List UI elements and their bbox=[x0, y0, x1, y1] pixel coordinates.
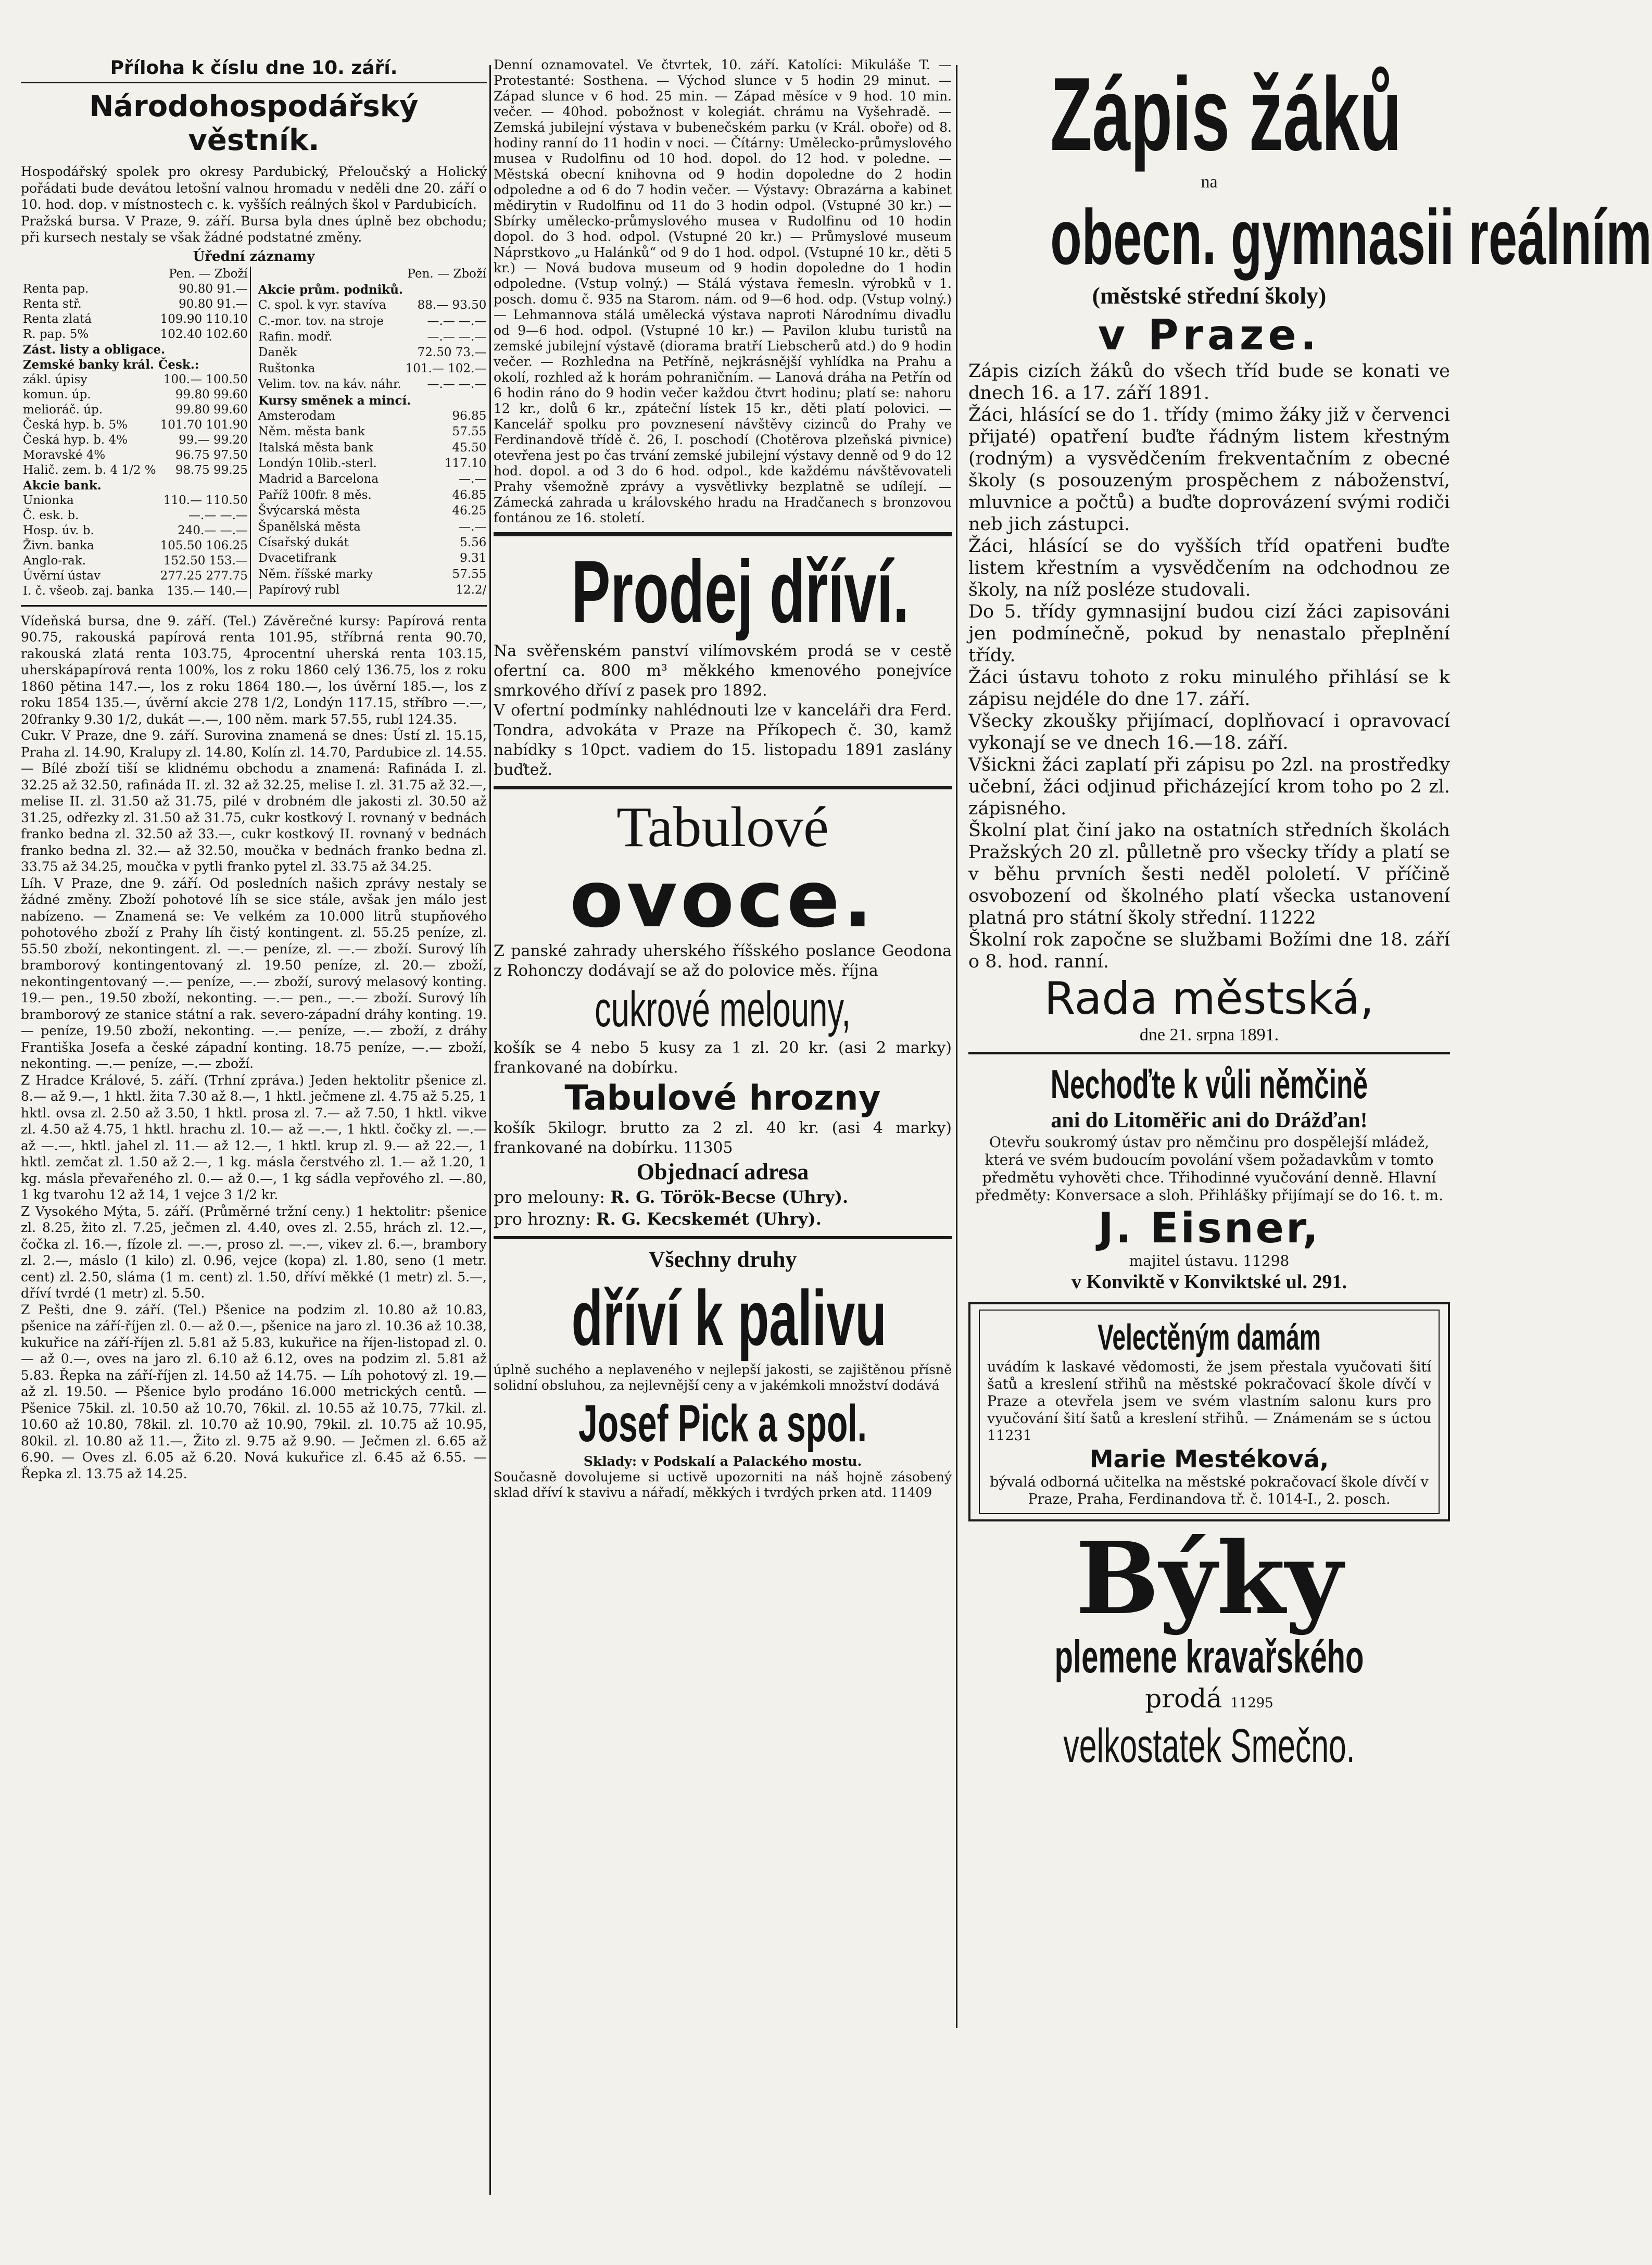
table-cell-label: R. pap. 5% bbox=[23, 327, 89, 341]
school-p8-text: Školní plat činí jako na ostatních středních školách Pražských 20 zl. půlletně pro všecky třídy a platí se v běhu prvních šesti neděl pololetí. V příčině osvobození od školného platí všecka ustanovení platná pro státní školy střední. bbox=[968, 820, 1450, 928]
divider bbox=[494, 786, 952, 789]
hradec-market: Z Hradce Králové, 5. září. (Trhní zpráva.) Jeden hektolitr pšenice zl. 8.— až 9.—, 1 hktl. žita 7.30 až 8.—, 1 hktl. ječmene zl. 4.75 až 5.25, 1 hktl. ovsa zl. 2.50 až 3.50, 1 hktl. prosa zl. 7.— až 7.50, 1 hktl. vikve zl. 4.50 až 4.75, 1 hktl. hrachu zl. 10.— až —.—, 1 hktl. čočky zl. —.— až —.—, hktl. jahel zl. 11.— až 12.—, 1 hktl. krup zl. 9.— až 22.—, 1 hktl. zemčat zl. 1.50 až 2.—, 1 kg. másla čerstvého zl. 1.— až 1.20, 1 kg. másla převařeného zl. 0.— až 0.—, 1 kg sádla vepřového zl. —.80, 1 kg tvarohu 12 až 14, 1 vejce 3 1/2 kr. bbox=[21, 1072, 487, 1202]
ad-bulls-seller: velkostatek Smečno. bbox=[1063, 1719, 1355, 1772]
quotes-table-right bbox=[256, 267, 488, 599]
table-cell-value: 110.— 110.50 bbox=[163, 493, 248, 507]
table-row bbox=[256, 267, 488, 282]
table-cell-label: Unionka bbox=[23, 493, 74, 507]
column-rule-1 bbox=[489, 65, 491, 2195]
ad-number: 11231 bbox=[987, 1428, 1032, 1444]
table-cell-value: 46.85 bbox=[452, 488, 487, 502]
ad-fruit-grapes: Tabulové hrozny bbox=[564, 1078, 881, 1118]
school-p7: Všickni žáci zaplatí při zápisu po 2zl. na prostředky učební, žáci odjinud přicházející krom toho po 2 zl. zápisného. bbox=[968, 754, 1450, 819]
table-row bbox=[21, 569, 250, 584]
table-row bbox=[256, 488, 488, 504]
ad-wood-sale-terms: V ofertní podmínky nahlédnouti lze v kanceláři dra Ferd. Tondra, advokáta v Praze na Příkopech č. 30, kamž nabídky s 10pct. vadiem do 15. listopadu 1891 zaslány buďtež. bbox=[494, 701, 952, 779]
column-school bbox=[968, 56, 1652, 2062]
table-cell-label: Madrid a Barcelona bbox=[258, 472, 379, 486]
table-cell-value: 109.90 110.10 bbox=[160, 312, 248, 326]
table-cell-label: Akcie bank. bbox=[23, 478, 102, 493]
table-row bbox=[256, 393, 488, 409]
ad-firewood bbox=[494, 1245, 952, 1501]
ad-firewood-foot-text: Současně dovolujeme si uctivě upozorniti na náš hojně zásobený sklad dříví k stavivu a nářadí, měkkých i tvrdých prken atd. bbox=[494, 1469, 952, 1500]
ad-german-text: Otevřu soukromý ústav pro němčinu pro dospělejší mládež, která ve svém budoucím povolání všem požadavkům v tomto předmětu vyhověti chce. Třihodinné vyučování denně. Hlavní předměty: Konversace a sloh. Přihlášky přijímají se do 16. t. m. bbox=[975, 1134, 1444, 1204]
ad-fruit-title1: Tabulové bbox=[616, 795, 829, 859]
table-cell-value: 99.80 99.60 bbox=[175, 387, 248, 401]
table-cell-value: 45.50 bbox=[452, 441, 487, 455]
table-cell-value: 101.70 101.90 bbox=[160, 418, 248, 432]
table-cell-label: I. č. všeob. zaj. banka bbox=[23, 584, 154, 598]
ad-bulls bbox=[968, 1520, 1450, 1773]
table-row bbox=[21, 508, 250, 523]
table-cell-value: 240.— —.— bbox=[178, 523, 248, 537]
column-economy bbox=[21, 57, 487, 2182]
ad-fruit-intro: Z panské zahrady uherského říšského poslance Geodona z Rohonczy dodávají se až do polovice měs. října bbox=[494, 942, 952, 980]
ad-fruit-address-1 bbox=[494, 1186, 952, 1208]
spolek-notice: Hospodářský spolek pro okresy Pardubický, Přeloučský a Holický pořádati bude devátou letošní valnou hromadu v neděli dne 20. září o 10. hod. dop. v místnostech c. k. vyšších reálných škol v Pardubicích. bbox=[21, 164, 487, 212]
table-row bbox=[256, 361, 488, 377]
table-row bbox=[21, 523, 250, 538]
ad-wood-sale-text: Na svěřenském panství vilímovském prodá se v cestě ofertní ca. 800 m³ měkkého kmenového ponejvíce smrkového dříví z pasek pro 1892. bbox=[494, 642, 952, 700]
table-row bbox=[256, 282, 488, 298]
school-na: na bbox=[1201, 172, 1218, 192]
daily-notices: Denní oznamovatel. Ve čtvrtek, 10. září. Katolíci: Mikuláše T. — Protestanté: Sosthena. — Východ slunce v 5 hodin 29 minut. — Západ slunce v 6 hod. 25 min. — Západ měsíce v 9 hod. 10 min. večer. — 40hod. pobožnost v kolegiát. chrámu na Vyšehradě. — Zemská jubilejní výstava v bubenečském parku (v Král. oboře) od 8. hodiny ranní do 11 hodin v noci. — Čítárny: Umělecko-průmyslového musea v Rudolfinu od 10 hod. dopol. do 12 hod. v poledne. — Městská obecní knihovna od 9 hodin dopoledne do 2 hodin odpoledne a od 6 do 7 hodin večer. — Výstavy: Obrazárna a kabinet mědirytin v Rudolfinu od 11 do 3 hodin odpol. (Vstupné 30 kr.) — Sbírky umělecko-průmyslového musea v Rudolfinu od 10 hodin dopol. do 3 hod. odpol. (Vstupné 20 kr.) — Průmyslové museum Náprstkovo „u Halánků“ od 9 do 1 hod. odpol. (Vstupné 10 kr., děti 5 kr.) — Nová budova museum od 9 hodin dopoledne do 1 hodin odpoledne. (Vstup volný.) — Stálá výstava řemesln. výrobků v 1. posch. domu č. 935 na Starom. nám. od 9—6 hod. odp. (Vstup volný.) — Lehmannova stálá umělecká výstava naproti Národnímu divadlu od 9—6 hod. odpol. (Vstupné 10 kr.) — Pavilon klubu turistů na zemské jubilejní výstavě (diorama bratří Liebscherů atd.) do 9 hodin večer. — Rozhledna na Petříně, nejkrásnější vyhlídka na Prahu a okolí, rozhled až k horám pohraničním. — Lanová dráha na Petřín od 6 hodin ráno do 9 hodin večer každou čtvrt hodinu; platí se: nahoru 12 kr., dolů 6 kr., zpáteční lístek 15 kr., děti platí polovici. — Kancelář spolku pro povznesení návštěvy cizinců do Prahy ve Ferdinandově třídě č. 26, I. poschodí (Chotěrova plzeňská pivnice) otevřena jest po čas trvání zemské jubilejní výstavy denně od 9 do 12 hod. dopol. a od 3 do 6 hod. odpol., kde každému návštěvovateli Prahy všemožně zprávy a vysvětlivky bezplatně se udílejí. — Zámecká zahrada u královského hradu na Hradčanech s bronzovou fontánou ze 16. století. bbox=[494, 57, 952, 525]
ad-german-address: v Konviktě v Konviktské ul. 291. bbox=[1071, 1271, 1347, 1293]
ad-ladies-title: Velectěným damám bbox=[1098, 1317, 1321, 1357]
table-cell-label: Něm. říšské marky bbox=[258, 567, 373, 581]
school-city: v Praze. bbox=[1098, 311, 1321, 359]
address-value: R. G. Török-Becse (Uhry). bbox=[610, 1187, 849, 1207]
ad-bulls-proda-text: prodá bbox=[1145, 1683, 1222, 1714]
ad-firewood-foot bbox=[494, 1469, 952, 1501]
ad-number: 11409 bbox=[890, 1485, 932, 1500]
table-row bbox=[256, 456, 488, 472]
table-cell-value: 57.55 bbox=[452, 425, 487, 439]
table-cell-value: —.— bbox=[459, 520, 487, 534]
ad-fruit-address-2 bbox=[494, 1208, 952, 1230]
table-cell-label: komun. úp. bbox=[23, 387, 91, 401]
ad-fruit-grapes-price bbox=[494, 1118, 952, 1158]
table-cell-label: Italská města bank bbox=[258, 441, 373, 455]
table-cell-value: —.— —.— bbox=[427, 330, 487, 344]
table-row bbox=[21, 342, 250, 357]
table-cell-label: Akcie prům. podniků. bbox=[258, 282, 403, 297]
table-cell-value: 135.— 140.— bbox=[167, 584, 248, 598]
table-cell-label: Moravské 4% bbox=[23, 448, 106, 462]
table-row bbox=[256, 472, 488, 487]
table-row bbox=[256, 409, 488, 424]
table-cell-label: Amsterodam bbox=[258, 409, 336, 423]
spirits-report: Líh. V Praze, dne 9. září. Od posledních našich zprávy nestaly se žádné změny. Zboží pohotové líh se sice stále, avšak jen málo jest nabízeno. — Znamená se: Ve velkém za 10.000 litrů stupňového pohotového zboží z Prahy líh čistý kontingent. zl. 55.25 peníze, zl. 55.50 zboží, nekontingent. zl. —.— peníze, zl. —.— zboží. Surový líh bramborový kontingentovaný zl. 19.50 peníze, zl. 20.— zboží, nekontingentovaný —.— peníze, —.— zboží, surový melasový konting. 19.— pen., 19.50 zboží, nekonting. —.— pen., —.— zboží. Surový líh bramborový ze stanice státní a rak. severo-západní dráhy konting. 19.— peníze, 19.50 zboží, nekonting. —.— peníze, —.— zboží, z dráhy Františka Josefa a české západní konting. 18.75 peníze, —.— zboží, nekonting. —.— peníze, —.— zboží. bbox=[21, 875, 487, 1071]
address-label: pro hrozny: bbox=[494, 1209, 591, 1229]
table-cell-label: Rafin. modř. bbox=[258, 330, 333, 344]
ad-german-sub: ani do Litoměřic ani do Drážďan! bbox=[1051, 1109, 1368, 1132]
table-row bbox=[21, 372, 250, 387]
sugar-report: Cukr. V Praze, dne 9. září. Surovina znamená se dnes: Ústí zl. 15.15, Praha zl. 14.90, Kralupy zl. 14.80, Kolín zl. 14.70, Pardubice zl. 14.55. — Bílé zboží tiší se klidnému obchodu a znamená: Rafináda I. zl. 32.25 až 32.50, rafináda II. zl. 32 až 32.25, melise I. zl. 31.75 až 32.—, melise II. zl. 31.50 až 31.75, pilé v drobném dle jakosti zl. 30.50 až 31.25, odřezky zl. 31.50 až 31.75, cukr kostkový I. rovnaný v bednách franko bedna zl. 32.50 až 33.—, cukr kostkový II. rovnaný v bednách franko bedna zl. 32.— až 32.50, moučka v bednách franko bedna zl. 33.75 až 34.25, moučka v pytli franko pytel zl. 33.75 až 34.25. bbox=[21, 728, 487, 874]
table-cell-label: Zemské banky král. Česk.: bbox=[23, 357, 199, 372]
table-cell-label: Úvěrní ústav bbox=[23, 569, 101, 583]
vysoke-myto-market: Z Vysokého Mýta, 5. září. (Průměrné tržní ceny.) 1 hektolitr: pšenice zl. 8.25, žito zl. 7.25, ječmen zl. 4.40, oves zl. 2.55, hrách zl. 12.—, čočka zl. 16.—, fízole zl. —.—, proso zl. —.—, vikev zl. 6.—, brambory zl. 2.—, máslo (1 kilo) zl. 0.96, vejce (kopa) zl. 1.80, seno (1 metr. cent) zl. 2.50, sláma (1 m. cent) zl. 1.50, dříví měkké (1 metr) zl. 5.—, dříví tvrdé (1 metr) zl. 5.50. bbox=[21, 1203, 487, 1301]
table-cell-label: Anglo-rak. bbox=[23, 553, 86, 568]
table-cell-label: zákl. úpisy bbox=[23, 372, 87, 386]
column-rule-2 bbox=[956, 65, 957, 2028]
ad-number: 11298 bbox=[1243, 1252, 1290, 1269]
ad-ladies-name: Marie Mestéková, bbox=[1089, 1445, 1329, 1473]
address-label: pro melouny: bbox=[494, 1187, 606, 1207]
table-row bbox=[21, 312, 250, 327]
table-row bbox=[21, 478, 250, 493]
table-row bbox=[21, 387, 250, 402]
table-cell-value: —.— —.— bbox=[427, 314, 487, 328]
divider bbox=[494, 532, 952, 536]
ad-bulls-title: Býky bbox=[1075, 1520, 1343, 1637]
table-cell-label: Ruštonka bbox=[258, 361, 316, 375]
ad-fruit-grapes-price-text: košík 5kilogr. brutto za 2 zl. 40 kr. (asi 4 marky) frankované na dobírku. bbox=[494, 1119, 952, 1157]
vienna-bourse: Vídeňská bursa, dne 9. září. (Tel.) Závěrečné kursy: Papírová renta 90.75, rakouská papírová renta 101.95, stříbrná renta 90.70, rakouská zlatá renta 103.75, 4procentní uherská renta 103.15, uherskápapírová renta 100%, los z roku 1860 celý 136.75, los z roku 1860 pětina 147.—, los z roku 1864 180.—, los úvěrní 185.—, los z roku 1854 135.—, úvěrní akcie 278 1/2, Londýn 117.15, stříbro —.—, 20franky 9.30 1/2, dukát —.—, 100 něm. mark 57.55, rubl 124.35. bbox=[21, 613, 487, 727]
ad-fruit-address-head: Objednací adresa bbox=[636, 1159, 809, 1185]
table-row bbox=[256, 504, 488, 519]
prague-bourse: Pražská bursa. V Praze, 9. září. Bursa byla dnes úplně bez obchodu; při kursech nestaly se však žádné podstatné změny. bbox=[21, 213, 487, 245]
ad-bulls-sub: plemene kravařského bbox=[1054, 1631, 1364, 1682]
table-row bbox=[256, 424, 488, 440]
table-row bbox=[21, 463, 250, 478]
school-p3: Žáci, hlásící se do vyšších tříd opatřeni buďte listem křestním a vysvědčením na odchodnou ze školy, na níž posléze studovali. bbox=[968, 536, 1450, 600]
table-cell-label: Kursy směnek a mincí. bbox=[258, 393, 411, 408]
ad-ladies-text bbox=[987, 1358, 1431, 1444]
quotes-table-left bbox=[21, 267, 251, 599]
table-cell-value: 101.— 102.— bbox=[405, 361, 487, 375]
table-cell-label: Hosp. úv. b. bbox=[23, 523, 94, 537]
table-cell-label: Česká hyp. b. 4% bbox=[23, 433, 128, 447]
table-cell-value: —.— —.— bbox=[188, 508, 248, 522]
table-cell-value: 99.— 99.20 bbox=[179, 433, 248, 447]
table-cell-value: 90.80 91.— bbox=[179, 297, 248, 311]
table-row bbox=[21, 418, 250, 433]
ad-wood-sale bbox=[494, 543, 952, 780]
table-cell-value: 5.56 bbox=[460, 535, 487, 549]
table-cell-value: 9.31 bbox=[460, 551, 487, 565]
table-row bbox=[256, 551, 488, 567]
school-p9: Školní rok započne se službami Božími dne 18. září o 8. hod. ranní. bbox=[968, 929, 1450, 972]
table-row bbox=[256, 314, 488, 330]
ad-number: 11295 bbox=[1230, 1695, 1273, 1711]
table-cell-label: Živn. banka bbox=[23, 538, 94, 552]
city-council: Rada městská, bbox=[1044, 973, 1374, 1025]
ad-number: 11305 bbox=[683, 1139, 733, 1157]
quotes-tables bbox=[21, 267, 487, 599]
ad-firewood-head: Všechny druhy bbox=[648, 1247, 797, 1272]
table-row bbox=[256, 535, 488, 551]
table-row bbox=[256, 520, 488, 535]
table-row bbox=[256, 330, 488, 345]
table-cell-label: Daněk bbox=[258, 346, 297, 360]
table-row bbox=[256, 583, 488, 599]
table-cell-label: Zást. listy a obligace. bbox=[23, 342, 166, 357]
city-council-date: dne 21. srpna 1891. bbox=[1139, 1025, 1279, 1045]
table-cell-value: 90.80 91.— bbox=[179, 282, 248, 296]
table-cell-label: Renta zlatá bbox=[23, 312, 92, 326]
table-cell-label: Č. esk. b. bbox=[23, 508, 79, 522]
ad-german-name: J. Eisner, bbox=[1098, 1204, 1320, 1252]
table-row bbox=[256, 377, 488, 393]
school-subtitle: obecn. gymnasii reálním bbox=[1050, 193, 1652, 281]
table-cell-label: Halič. zem. b. 4 1/2 % bbox=[23, 463, 156, 477]
address-value: R. G. Kecskemét (Uhry). bbox=[596, 1209, 822, 1229]
table-cell-value: Pen. — Zboží bbox=[407, 267, 487, 281]
ad-firewood-title: dříví k palivu bbox=[571, 1274, 887, 1362]
ad-ladies-text-body: uvádím k laskavé vědomosti, že jsem přestala vyučovati šití šatů a kreslení střihů na městské pokračovací škole dívčí v Praze a otevřela jsem ve svém vlastním salonu kurs pro vyučování šití šatů a kreslení střihů. — Známenám se s úctou bbox=[987, 1359, 1431, 1427]
table-cell-value: 12.2/ bbox=[456, 583, 487, 597]
ad-fruit-melons: cukrové melouny, bbox=[595, 982, 851, 1037]
table-cell-label: Něm. města bank bbox=[258, 425, 365, 439]
table-cell-label bbox=[21, 267, 158, 282]
table-title: Úřední záznamy bbox=[193, 248, 315, 265]
table-cell-value: 105.50 106.25 bbox=[160, 538, 248, 552]
table-cell-label: melioráč. úp. bbox=[23, 402, 103, 417]
supplement-header: Příloha k číslu dne 10. září. bbox=[21, 57, 487, 83]
table-cell-label: C. spol. k vyr. stavíva bbox=[258, 298, 386, 312]
ad-german-title: Nechoďte k vůli němčině bbox=[1050, 1061, 1368, 1107]
table-row bbox=[256, 567, 488, 583]
ad-number: 11222 bbox=[1258, 908, 1316, 928]
table-cell-value: 96.75 97.50 bbox=[175, 448, 248, 462]
table-cell-value: 100.— 100.50 bbox=[163, 372, 248, 386]
table-row bbox=[21, 538, 250, 553]
table-cell-label: Císařský dukát bbox=[258, 535, 349, 549]
table-cell-value: 57.55 bbox=[452, 567, 487, 581]
table-cell-label: Švýcarská města bbox=[258, 504, 361, 518]
table-row bbox=[21, 433, 250, 448]
ad-ladies-foot: bývalá odborná učitelka na městské pokračovací škole dívčí v Praze, Praha, Ferdinandova tř. č. 1014-I., 2. posch. bbox=[990, 1474, 1429, 1507]
divider bbox=[968, 1052, 1450, 1054]
table-row bbox=[256, 298, 488, 313]
ad-ladies-inner bbox=[979, 1310, 1440, 1514]
table-cell-value: 72.50 73.— bbox=[417, 346, 487, 360]
table-row bbox=[21, 448, 250, 463]
table-cell-label: Renta stř. bbox=[23, 297, 82, 311]
table-cell-label: Renta pap. bbox=[23, 282, 89, 296]
school-p4: Do 5. třídy gymnasijní budou cizí žáci zapisováni jen podmínečně, pokud by nenastalo přeplnění třídy. bbox=[968, 601, 1450, 666]
ad-wood-sale-title: Prodej dříví. bbox=[571, 543, 910, 641]
table-cell-value: 277.25 277.75 bbox=[160, 569, 248, 583]
table-cell-label: Londýn 10lib.-sterl. bbox=[258, 457, 377, 470]
ad-fruit-title2: ovoce. bbox=[570, 854, 876, 945]
table-row bbox=[21, 357, 250, 372]
table-cell-label bbox=[256, 267, 403, 282]
ad-german bbox=[968, 1061, 1450, 1294]
table-cell-value: 46.25 bbox=[452, 504, 487, 518]
ad-firewood-text: úplně suchého a neplaveného v nejlepší jakosti, se zajištěnou přísně solidní obsluhou, za nejlevnější ceny a v jakémkoli množství dodává bbox=[494, 1362, 952, 1393]
ad-fruit-melons-price: košík se 4 nebo 5 kusy za 1 zl. 20 kr. (asi 2 marky) frankované na dobírku. bbox=[494, 1039, 952, 1077]
table-row bbox=[21, 402, 250, 418]
table-cell-label: Paříž 100fr. 8 měs. bbox=[258, 488, 372, 502]
table-cell-value: 102.40 102.60 bbox=[160, 327, 248, 341]
table-row bbox=[21, 553, 250, 569]
table-cell-value: 152.50 153.— bbox=[163, 553, 248, 568]
table-cell-label: C.-mor. tov. na stroje bbox=[258, 314, 384, 328]
table-cell-label: Česká hyp. b. 5% bbox=[23, 418, 128, 432]
table-cell-label: Velim. tov. na káv. náhr. bbox=[258, 378, 401, 392]
table-cell-value: 96.85 bbox=[452, 409, 487, 423]
table-cell-value: —.— —.— bbox=[427, 378, 487, 392]
ad-fruit bbox=[494, 796, 952, 1230]
table-row bbox=[21, 327, 250, 342]
ad-firewood-firm: Josef Pick a spol. bbox=[578, 1394, 867, 1453]
school-p6: Všecky zkoušky přijímací, doplňovací i opravovací vykonají se ve dnech 16.—18. září. bbox=[968, 711, 1450, 753]
table-row bbox=[21, 584, 250, 599]
column-notices bbox=[494, 57, 952, 2182]
table-cell-value: 88.— 93.50 bbox=[417, 298, 487, 312]
table-cell-label: Španělská města bbox=[258, 520, 361, 534]
table-cell-label: Dvacetifrank bbox=[258, 551, 337, 565]
table-row bbox=[21, 267, 250, 282]
table-cell-value: 98.75 99.25 bbox=[175, 463, 248, 477]
table-cell-label: Papírový rubl bbox=[258, 583, 340, 597]
school-paren: (městské střední školy) bbox=[1092, 282, 1327, 309]
divider bbox=[21, 605, 487, 607]
table-cell-value: 117.10 bbox=[444, 457, 487, 470]
school-p8 bbox=[968, 820, 1450, 929]
school-title: Zápis žáků bbox=[1050, 56, 1402, 172]
pest-market: Z Pešti, dne 9. září. (Tel.) Pšenice na podzim zl. 10.80 až 10.83, pšenice na září-říjen zl. 0.— až 0.—, pšenice na jaro zl. 10.36 až 10.38, kukuřice na září-říjen zl. 5.81 až 5.83, kukuřice na říjen-listopad zl. 0.— až 0.—, oves na jaro zl. 6.10 až 6.12, oves na podzim zl. 5.81 až 5.83. Řepka na září-říjen zl. 14.50 až 14.75. — Líh pohotový zl. 19.— až zl. 19.50. — Pšenice bylo prodáno 16.000 metrických centů. — Pšenice 75kil. zl. 10.50 až 10.70, 76kil. zl. 10.55 až 10.75, 77kil. zl. 10.60 až 10.80, 78kil. zl. 10.70 až 10.90, 79kil. zl. 10.75 až 10.95, 80kil. zl. 10.80 až 11.—, Žito zl. 9.75 až 9.90. — Ječmen zl. 6.65 až 6.90. — Oves zl. 6.05 až 6.20. Nová kukuřice zl. 6.45 až 6.55. — Řepka zl. 13.75 až 14.25. bbox=[21, 1302, 487, 1481]
ad-german-role-text: majitel ústavu. bbox=[1129, 1252, 1239, 1269]
table-row bbox=[21, 493, 250, 508]
ad-firewood-stores: Sklady: v Podskalí a Palackého mostu. bbox=[583, 1454, 862, 1469]
school-p2: Žáci, hlásící se do 1. třídy (mimo žáky již v červenci přijaté) opatření buďte řádným listem křestným (rodným) a vysvědčením frekventačním z obecné školy (s posouzeným prospěchem z náboženství, mluvnice a počtů) a buďte doprovázení svými rodiči neb jich zástupci. bbox=[968, 405, 1450, 535]
divider bbox=[494, 1236, 952, 1239]
ad-bulls-proda bbox=[968, 1683, 1450, 1719]
table-row bbox=[21, 297, 250, 312]
ad-ladies bbox=[968, 1302, 1450, 1521]
ad-german-role bbox=[968, 1252, 1450, 1270]
table-cell-value: Pen. — Zboží bbox=[169, 267, 248, 281]
school-p5: Žáci ústavu tohoto z roku minulého přihlásí se k zápisu nejdéle do dne 17. září. bbox=[968, 667, 1450, 710]
table-cell-value: 99.80 99.60 bbox=[175, 402, 248, 417]
table-cell-value: —.— bbox=[459, 472, 487, 486]
table-row bbox=[256, 441, 488, 456]
section-title: Národohospodářský věstník. bbox=[89, 90, 419, 157]
table-row bbox=[21, 282, 250, 297]
table-row bbox=[256, 345, 488, 361]
school-p1: Zápis cizích žáků do všech tříd bude se konati ve dnech 16. a 17. září 1891. bbox=[968, 361, 1450, 404]
